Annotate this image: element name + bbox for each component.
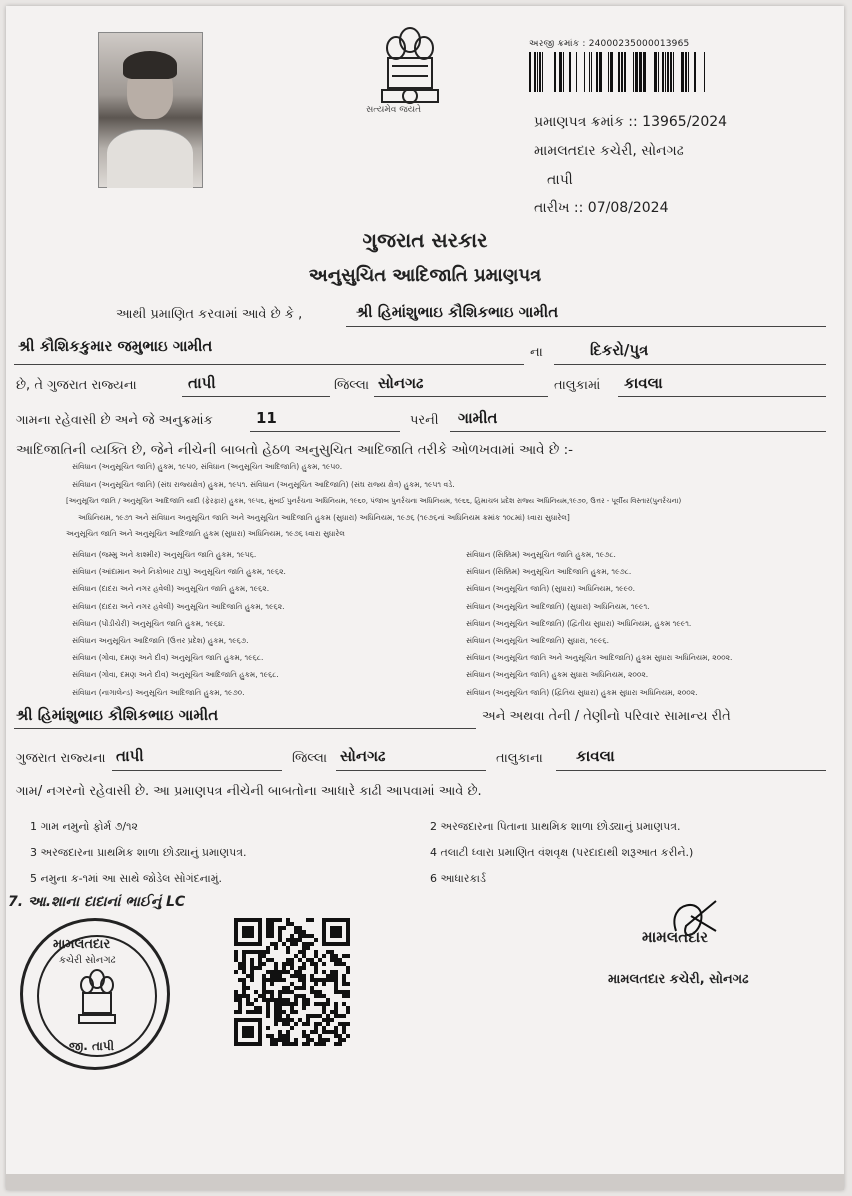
underline [336,770,486,771]
state-label-2: ગુજરાત રાજ્યના [16,751,106,766]
underline [14,364,524,365]
underline [14,728,476,729]
order-line: સંવિધાન (નાગાલેન્ડ) અનુસૂચિત આદિજાતિ હુકમ, ૧૯૭૦. [72,687,245,697]
order-line: સંવિધાન (અનુસૂચિત જાતિ) (સુધારા) અધિનિયમ, ૧૯૯૦. [466,584,635,594]
basis-text: ગામ/ નગરનો રહેવાસી છે. આ પ્રમાણપત્ર નીચેની બાબતોના આધારે કાઢી આપવામાં આવે છે. [16,784,482,799]
order-line: અધિનિયમ, ૧૯૭૧ અને સંવિધાન અનુસૂચિત જાતિ અને અનુસૂચિત આદિજાતિ હુકમ (સુધારા) અધિનિયમ, ૧૯૭૬ (૧૯૭૬નાં અધિનિયમ ક્રમાંક ૧૦૮માં) ધ્વારા સુધારેલ] [78,513,570,522]
handwritten-note: 7. આ.શાના દાદાનાં ભાઈનું LC [8,894,186,910]
district-label-2: જિલ્લા [292,751,328,766]
underline [182,396,330,397]
of-label: ના [530,345,543,360]
seal-emblem-icon [75,965,119,1027]
district-value-2: સોનગઢ [340,747,386,765]
seal-middle-text: કચેરી સોનગઢ [59,955,116,966]
order-line: સંવિધાન (પોંડીચેરી) અનુસૂચિત જાતિ હુકમ, ૧૯૬૪. [72,618,226,628]
order-line: સંવિધાન (અનુસૂચિત જાતિ) હુકમ, ૧૯૫૦, સંવિધાન (અનુસૂચિત આદિજાતિ) હુકમ, ૧૯૫૦. [72,462,343,471]
certificate-title: અનુસુચિત આદિજાતિ પ્રમાણપત્ર [308,265,542,286]
order-line: સંવિધાન (સિક્કિમ) અનુસૂચિત આદિજાતિ હુકમ, ૧૯૭૮. [466,567,632,577]
order-line: સંવિધાન (ગોવા, દમણ અને દીવ) અનુસૂચિત આદિજાતિ હુકમ, ૧૯૬૮. [72,670,279,680]
order-line: સંવિધાન (જમ્મુ અને કાશ્મીર) અનુસૂચિત જાતિ હુકમ, ૧૯૫૬. [72,550,257,559]
underline [618,396,826,397]
underline [554,364,826,365]
office-seal [20,918,170,1070]
taluka-label: તાલુકામાં [554,378,601,393]
order-line: સંવિધાન (દાદરા અને નગર હવેલી) અનુસૂચિત જાતિ હુકમ, ૧૯૬૨. [72,584,270,594]
barcode [529,52,719,92]
order-line: સંવિધાન (અનુસૂચિત જાતિ) (દ્વિતિય સુધારા) હુકમ સુધારા અધિનિયમ, ૨૦૦૨. [466,687,698,697]
father-name: શ્રી કૌશિકકુમાર જમુભાઇ ગામીત [18,337,213,355]
document-item: 5 નમુના ક-૧માં આ સાથે જોડેલ સોગંદનામું. [30,872,222,885]
underline [556,770,826,771]
signature [646,891,746,961]
signatory-office: મામલતદાર કચેરી, સોનગઢ [608,972,749,987]
order-line: સંવિધાન (ગોવા, દમણ અને દીવ) અનુસૂચિત જાતિ હુકમ, ૧૯૬૮. [72,653,264,663]
tribe-label: પરની [410,413,439,428]
government-title: ગુજરાત સરકાર [362,228,488,252]
order-line: સંવિધાન (અનુસૂચિત જાતિ) હુકમ સુધારા અધિનિયમ, ૨૦૦૨. [466,670,649,680]
relation: દિકરો/પુત્ર [590,341,649,359]
order-line: સંવિધાન (દાદરા અને નગર હવેલી) અનુસૂચિત આદિજાતિ હુકમ, ૧૯૬૨. [72,601,285,611]
serial-value: 11 [256,409,277,427]
family-label: અને અથવા તેની / તેણીનો પરિવાર સામાન્ય રીતે [482,709,731,724]
document-item: 3 અરજદારના પ્રાથમિક શાળા છોડ્યાનું પ્રમાણપત્ર. [30,846,247,859]
state-emblem-icon [374,18,446,114]
document-item: 1 ગામ નમુનો ફોર્મ ૭/૧૨ [30,820,138,833]
order-line: સંવિધાન (અનુસૂચિત જાતિ) (સંઘ રાજ્યક્ષેત્ર) હુકમ, ૧૯૫૧. સંવિધાન (અનુસૂચિત આદિજાતિ) (સંઘ રાજ્ય ક્ષેત્ર) હુકમ, ૧૯૫૧ વડે. [72,480,455,489]
issuing-district: તાપી [547,172,573,188]
seal-top-text: મામલતદાર [53,937,111,952]
district-label: જિલ્લા [334,378,370,393]
taluka-value-2: કાવલા [576,747,615,765]
order-line: અનુસૂચિત જાતિ અને અનુસૂચિત આદિજાતિ હુકમ (સુધારા) અધિનિયમ, ૧૯૭૬ ધ્વારા સુધારેલ [66,529,345,538]
order-line: સંવિધાન (અનુસૂચિત આદિજાતિ) સુધારા, ૧૯૯૬. [466,636,610,645]
qr-code [234,918,350,1046]
order-line: [અનુસૂચિત જાતિ / અનુસૂચિત આદિજાતિ યાદી (ફેરફાર) હુકમ, ૧૯૫૬, મુંબઈ પુનર્રચના અધિનિયમ, ૧૯૬૦, પંજાબ પુનર્રચના અધિનિયમ, ૧૯૬૬, હિમાચલ પ્રદેશ રાજ્ય અધિનિયમ,૧૯૭૦, ઉત્તર - પૂર્વીય વિસ્તાર(પુનર્રચના) [66,497,682,505]
order-line: સંવિધાન અનુસૂચિત આદિજાતિ (ઉત્તર પ્રદેશ) હુકમ, ૧૯૬૭. [72,636,249,645]
document-item: 2 અરજદારના પિતાના પ્રાથમિક શાળા છોડ્યાનું પ્રમાણપત્ર. [430,820,681,833]
holder-name-2: શ્રી હિમાંશુભાઇ કૌશિકભાઇ ગામીત [16,706,219,724]
document-item: 4 તલાટી ધ્વારા પ્રમાણિત વંશવૃક્ષ (પરદાદાથી શરૂઆત કરીને.) [430,846,694,859]
recognition-text: આદિજાતિની વ્યક્તિ છે, જેને નીચેની બાબતો હેઠળ અનુસુચિત આદિજાતિ તરીકે ઓળખવામાં આવે છે :- [16,442,574,458]
holder-name: શ્રી હિમાંશુભાઇ કૌશિકભાઇ ગામીત [356,303,559,321]
certificate-number: પ્રમાણપત્ર ક્રમાંક :: 13965/2024 [534,114,728,130]
issuing-office: મામલતદાર કચેરી, સોનગઢ [534,143,684,159]
underline [112,770,282,771]
state-value-2: તાપી [116,747,144,765]
tribe-value: ગામીત [458,409,498,427]
applicant-photo [98,32,203,188]
district-value: સોનગઢ [378,374,424,392]
underline [250,431,400,432]
village-label: ગામના રહેવાસી છે અને જે અનુક્રમાંક [16,413,213,428]
state-label: છે, તે ગુજરાત રાજ્યના [16,378,137,393]
order-line: સંવિધાન (અનુસૂચિત આદિજાતિ) (સુધારા) અધિનિયમ, ૧૯૯૧. [466,601,650,611]
seal-bottom-text: જી. તાપી [69,1039,115,1053]
taluka-label-2: તાલુકાના [496,751,543,766]
certificate-page [6,6,844,1190]
underline [450,431,826,432]
issue-date: તારીખ :: 07/08/2024 [534,200,669,216]
signatory-title: મામલતદાર [642,928,708,946]
order-line: સંવિધાન (આંદામાન અને નિકોબાર ટાપુ) અનુસૂચિત જાતિ હુકમ, ૧૯૬૨. [72,567,286,577]
order-line: સંવિધાન (અનુસૂચિત આદિજાતિ) (દ્વિતીય સુધારા) અધિનિયમ, હુકમ ૧૯૯૧. [466,618,692,628]
intro-text: આથી પ્રમાણિત કરવામાં આવે છે કે , [116,307,303,322]
footer-strip [6,1174,844,1190]
document-item: 6 આધારકાર્ડ [430,872,486,885]
order-line: સંવિધાન (અનુસૂચિત જાતિ અને અનુસૂચિત આદિજાતિ) હુકમ સુધારા અધિનિયમ, ૨૦૦૨. [466,653,733,663]
application-number: અરજી ક્રમાંક : 24000235000013965 [529,39,690,49]
taluka-value: કાવલા [624,374,663,392]
emblem-caption: સત્યમેવ જયતે [366,105,422,115]
underline [374,396,548,397]
order-line: સંવિધાન (સિક્કિમ) અનુસૂચિત જાતિ હુકમ, ૧૯૭૮. [466,550,616,559]
underline [346,326,826,327]
state-value: તાપી [188,374,216,392]
